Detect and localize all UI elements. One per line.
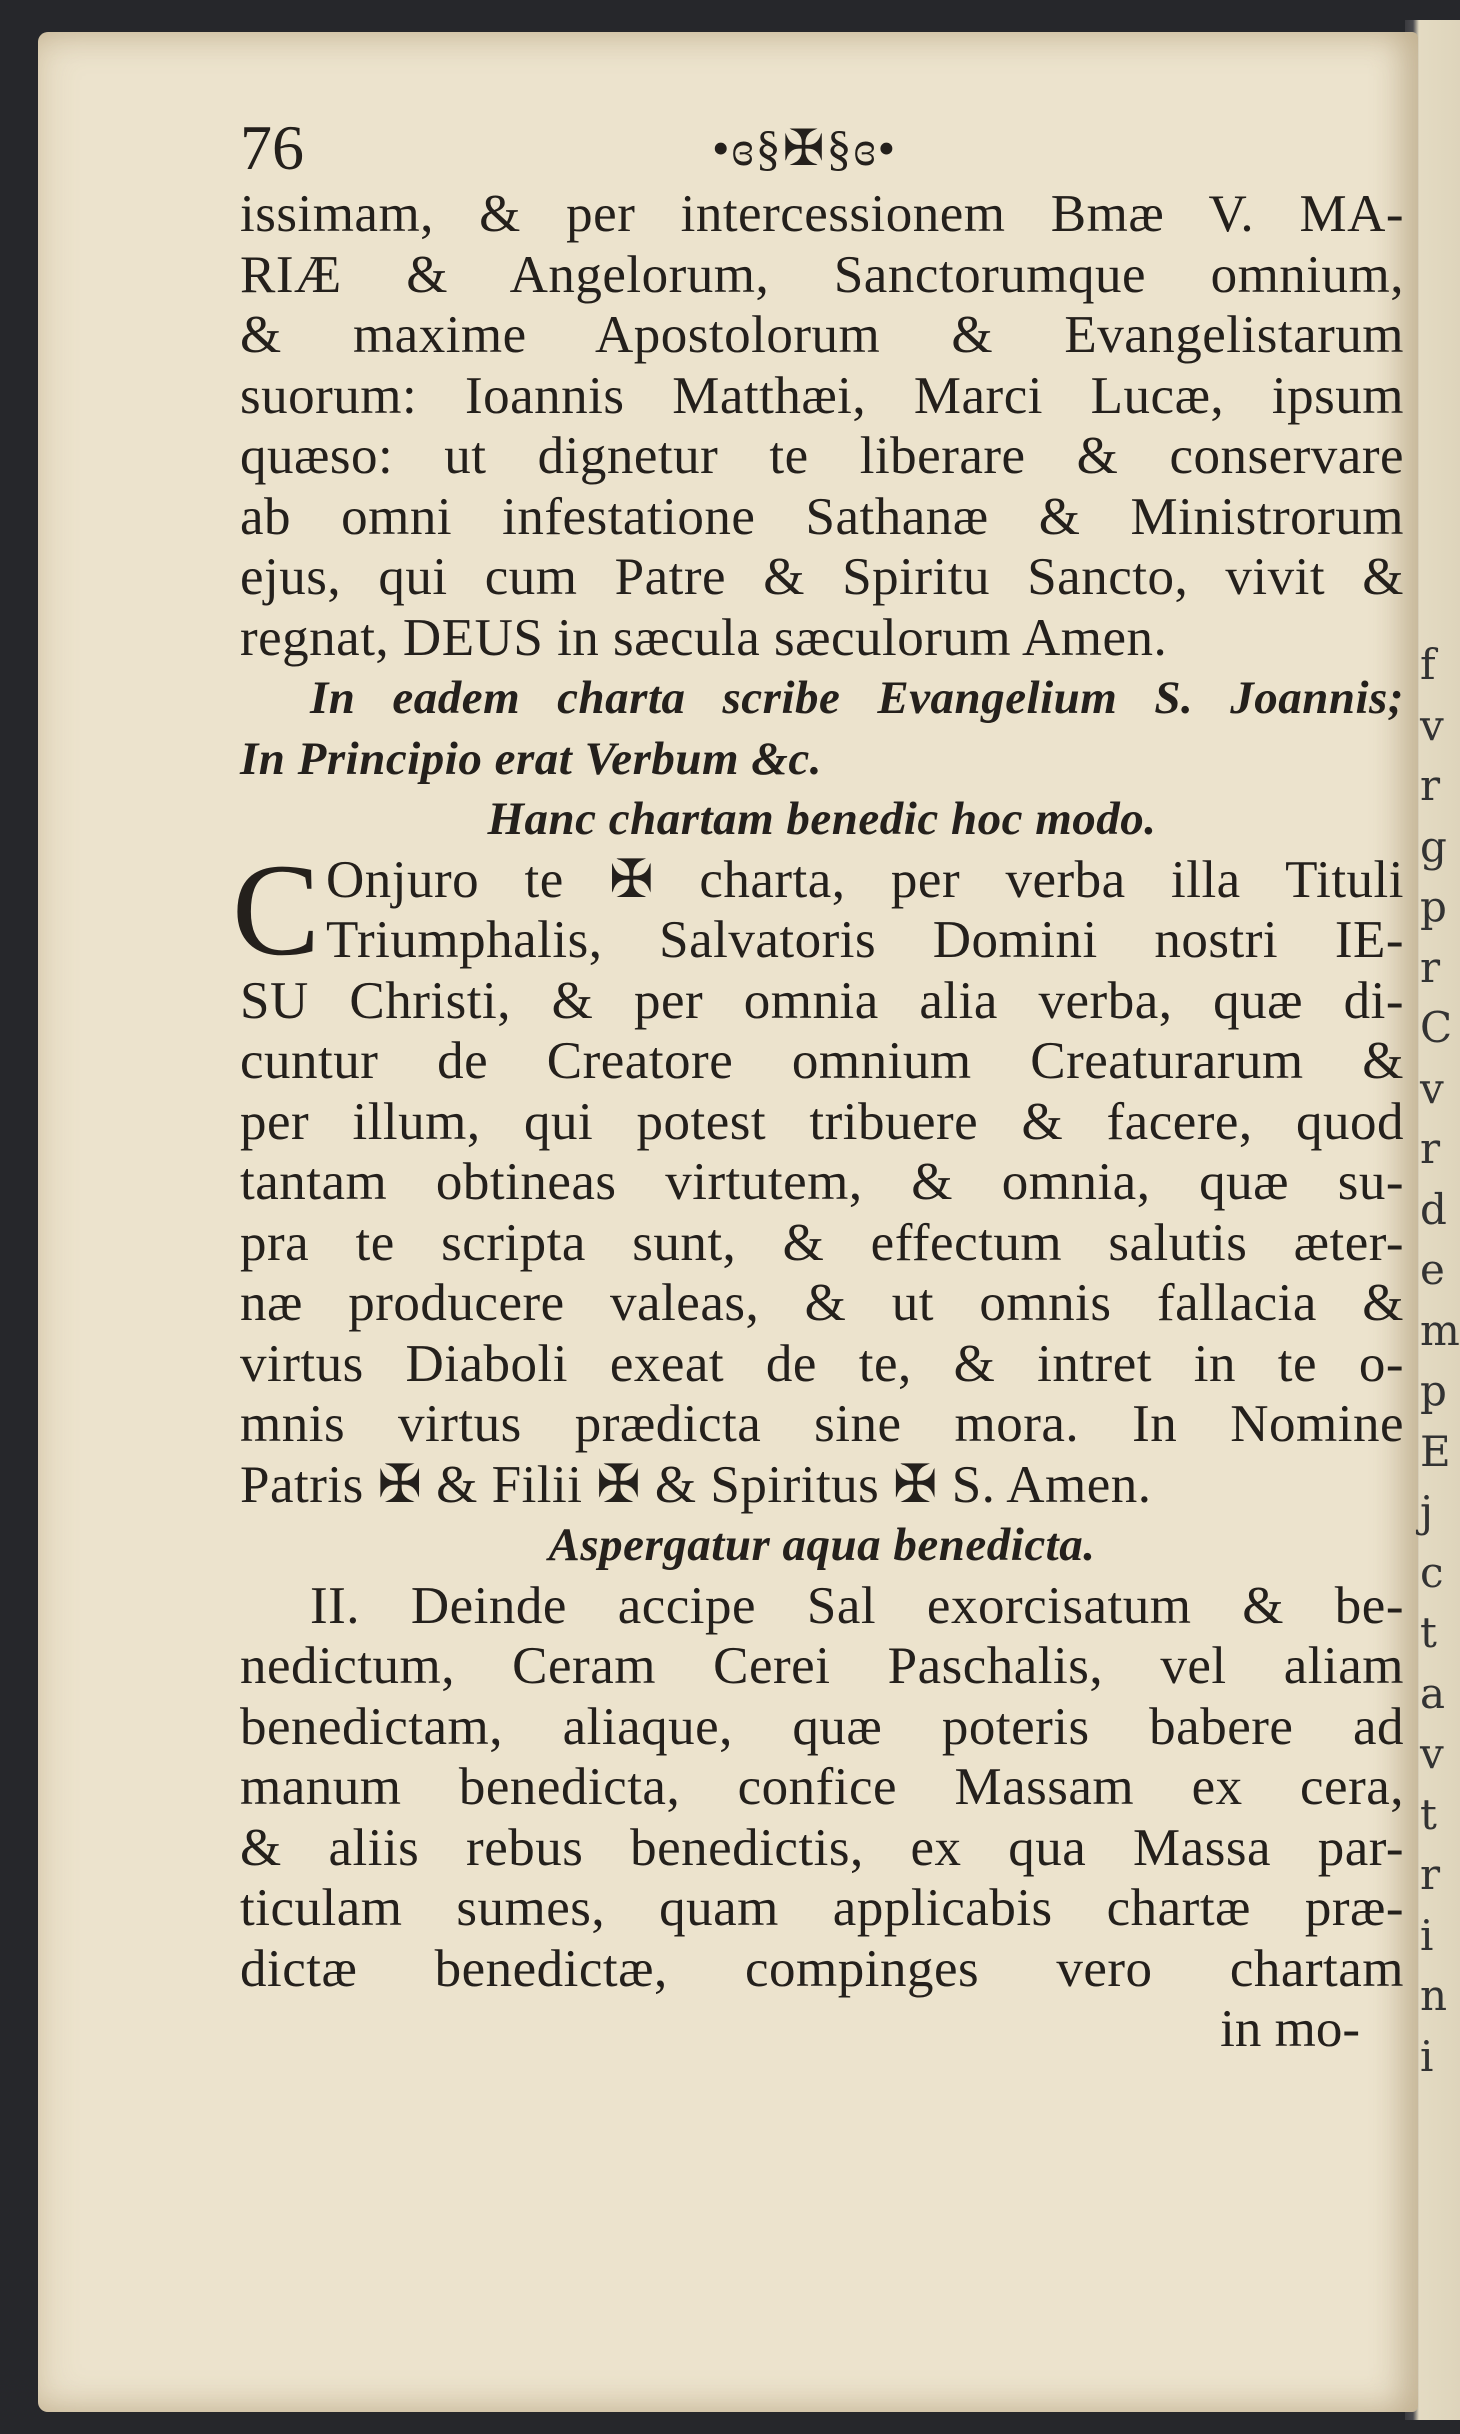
text-line: RIÆ & Angelorum, Sanctorumque omnium, [240,245,1404,304]
facing-page-fragment: t [1420,1608,1437,1657]
facing-page-fragment: E [1420,1426,1451,1476]
page-header [240,112,1410,184]
facing-page-fragment: C [1420,1003,1453,1052]
text-line: benedictam, aliaque, quæ poteris babere ad [240,1697,1404,1756]
text-line: dictæ benedictæ, compinges vero chartam [240,1939,1404,1998]
facing-page-fragment: g [1420,821,1447,871]
page-number: 76 [240,112,304,183]
facing-page-fragment: j [1420,1487,1434,1536]
drop-capital: C [232,835,321,983]
facing-page-fragment: e [1420,1245,1445,1294]
text-line: Triumphalis, Salvatoris Domini nostri IE- [326,911,1404,969]
rubric-line: In Principio erat Verbum &c. [240,732,822,785]
facing-page-fragment: d [1420,1184,1447,1234]
facing-page-fragment: m [1420,1305,1460,1355]
facing-page-fragment: r [1420,1850,1441,1899]
text-line: Patris ✠ & Filii ✠ & Spiritus ✠ S. Amen. [240,1455,1152,1514]
facing-page-fragment: p [1420,1366,1447,1415]
facing-page-fragment: v [1420,1729,1444,1778]
facing-page-fragment: r [1420,761,1441,810]
page-text [232,112,1410,2060]
text-line: næ producere valeas, & ut omnis fallacia & [240,1274,1404,1332]
text-line: virtus Diaboli exeat de te, & intret in te o- [240,1334,1404,1393]
catchword: in mo- [1220,2000,1360,2058]
facing-page-fragment: c [1420,1547,1444,1597]
rubric-line: In eadem charta scribe Evangelium S. Joannis; [310,672,1404,724]
facing-page-fragment: r [1420,1124,1441,1173]
text-line: pra te scripta sunt, & effectum salutis æter- [240,1213,1404,1272]
header-ornament: •ɞ§✠§ɞ• [712,120,898,176]
text-line: II. Deinde accipe Sal exorcisatum & be- [310,1576,1404,1635]
facing-page-fragment: f [1420,640,1436,689]
facing-page-fragment: i [1420,2031,1434,2081]
text-line: Onjuro te ✠ charta, per verba illa Tituli [326,850,1404,909]
facing-page-fragment: p [1420,882,1447,931]
text-line: tantam obtineas virtutem, & omnia, quæ su- [240,1153,1404,1211]
text-line: suorum: Ioannis Matthæi, Marci Lucæ, ipsum [240,366,1404,425]
rubric-heading: Aspergatur aqua benedicta. [548,1519,1096,1571]
text-line: ejus, qui cum Patre & Spiritu Sancto, vivit & [240,548,1404,606]
facing-page-fragment: i [1420,1910,1434,1960]
rubric-heading: Hanc chartam benedic hoc modo. [487,793,1157,845]
text-line: nedictum, Ceram Cerei Paschalis, vel aliam [240,1637,1404,1695]
facing-page-fragment: r [1420,942,1441,992]
text-line: ticulam sumes, quam applicabis chartæ præ- [240,1879,1404,1937]
text-line: per illum, qui potest tribuere & facere, quod [240,1092,1404,1151]
dropcap-paragraph [232,835,1410,983]
text-line: issimam, & per intercessionem Bmæ V. MA- [240,185,1404,243]
text-line: quæso: ut dignetur te liberare & conservare [240,427,1404,485]
facing-page-fragment: v [1420,700,1444,750]
facing-page-fragment: n [1420,1971,1448,2020]
text-line: & maxime Apostolorum & Evangelistarum [240,306,1404,364]
facing-page-edge [1418,140,1460,2140]
text-line: cuntur de Creatore omnium Creaturarum & [240,1032,1404,1090]
text-line: manum benedicta, confice Massam ex cera, [240,1758,1404,1816]
text-line: & aliis rebus benedictis, ex qua Massa par- [240,1818,1404,1877]
facing-page-fragment: v [1420,1063,1444,1113]
text-line: SU Christi, & per omnia alia verba, quæ di- [240,971,1404,1030]
facing-page-fragment: t [1420,1789,1437,1839]
text-line: regnat, DEUS in sæcula sæculorum Amen. [240,608,1168,667]
facing-page-fragment: a [1420,1668,1446,1718]
text-line: ab omni infestatione Sathanæ & Ministrorum [240,487,1404,546]
text-line: mnis virtus prædicta sine mora. In Nomine [240,1395,1404,1453]
